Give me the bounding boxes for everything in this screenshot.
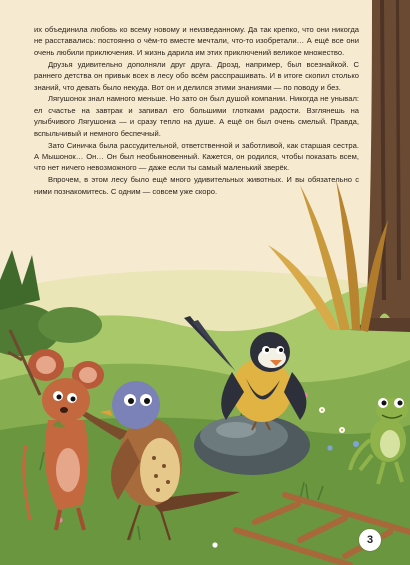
rock [194, 415, 310, 475]
story-paragraph: Зато Синичка была рассудительной, ответственной и заботливой, как старшая сестра. А Мышонок… Он… Он был необыкновенный. Кажется, он родился, чтобы показать всем, что нет ничего невозможного — даже если ты самый маленький зверёк. [34, 140, 359, 173]
story-paragraph: Впрочем, в этом лесу было ещё много удивительных животных. И вы обязательно с ними познакомитесь. С одним — совсем уже скоро. [34, 175, 359, 196]
story-text [34, 24, 359, 198]
story-paragraph: Друзья удивительно дополняли друг друга. Дрозд, например, был всезнайкой. С раннего детства он привык всех в лесу обо всём расспрашивать. И в итоге скопил столько знаний, что девать было некуда. Вот он и делился этими знаниями — по поводу и без. [34, 59, 359, 92]
story-paragraph: их объединила любовь ко всему новому и неизведанному. Да так крепко, что они никогда не расставались: постоянно о чём-то вместе мечтали, что-то изобретали… А ещё все они очень любили приключения. И жизнь дарила им этих приключений великое множество. [34, 25, 359, 57]
story-paragraph: Лягушонок знал намного меньше. Но зато он был душой компании. Никогда не унывал: ел счастье на завтрак и запивал его большими глотками радости. Взглянешь на улыбчивого Лягушонка — и сразу тепло на душе. А ещё он был очень смелый. Правда, вспыльчивый и немного беспечный. [34, 94, 359, 138]
page-number: 3 [358, 528, 382, 552]
